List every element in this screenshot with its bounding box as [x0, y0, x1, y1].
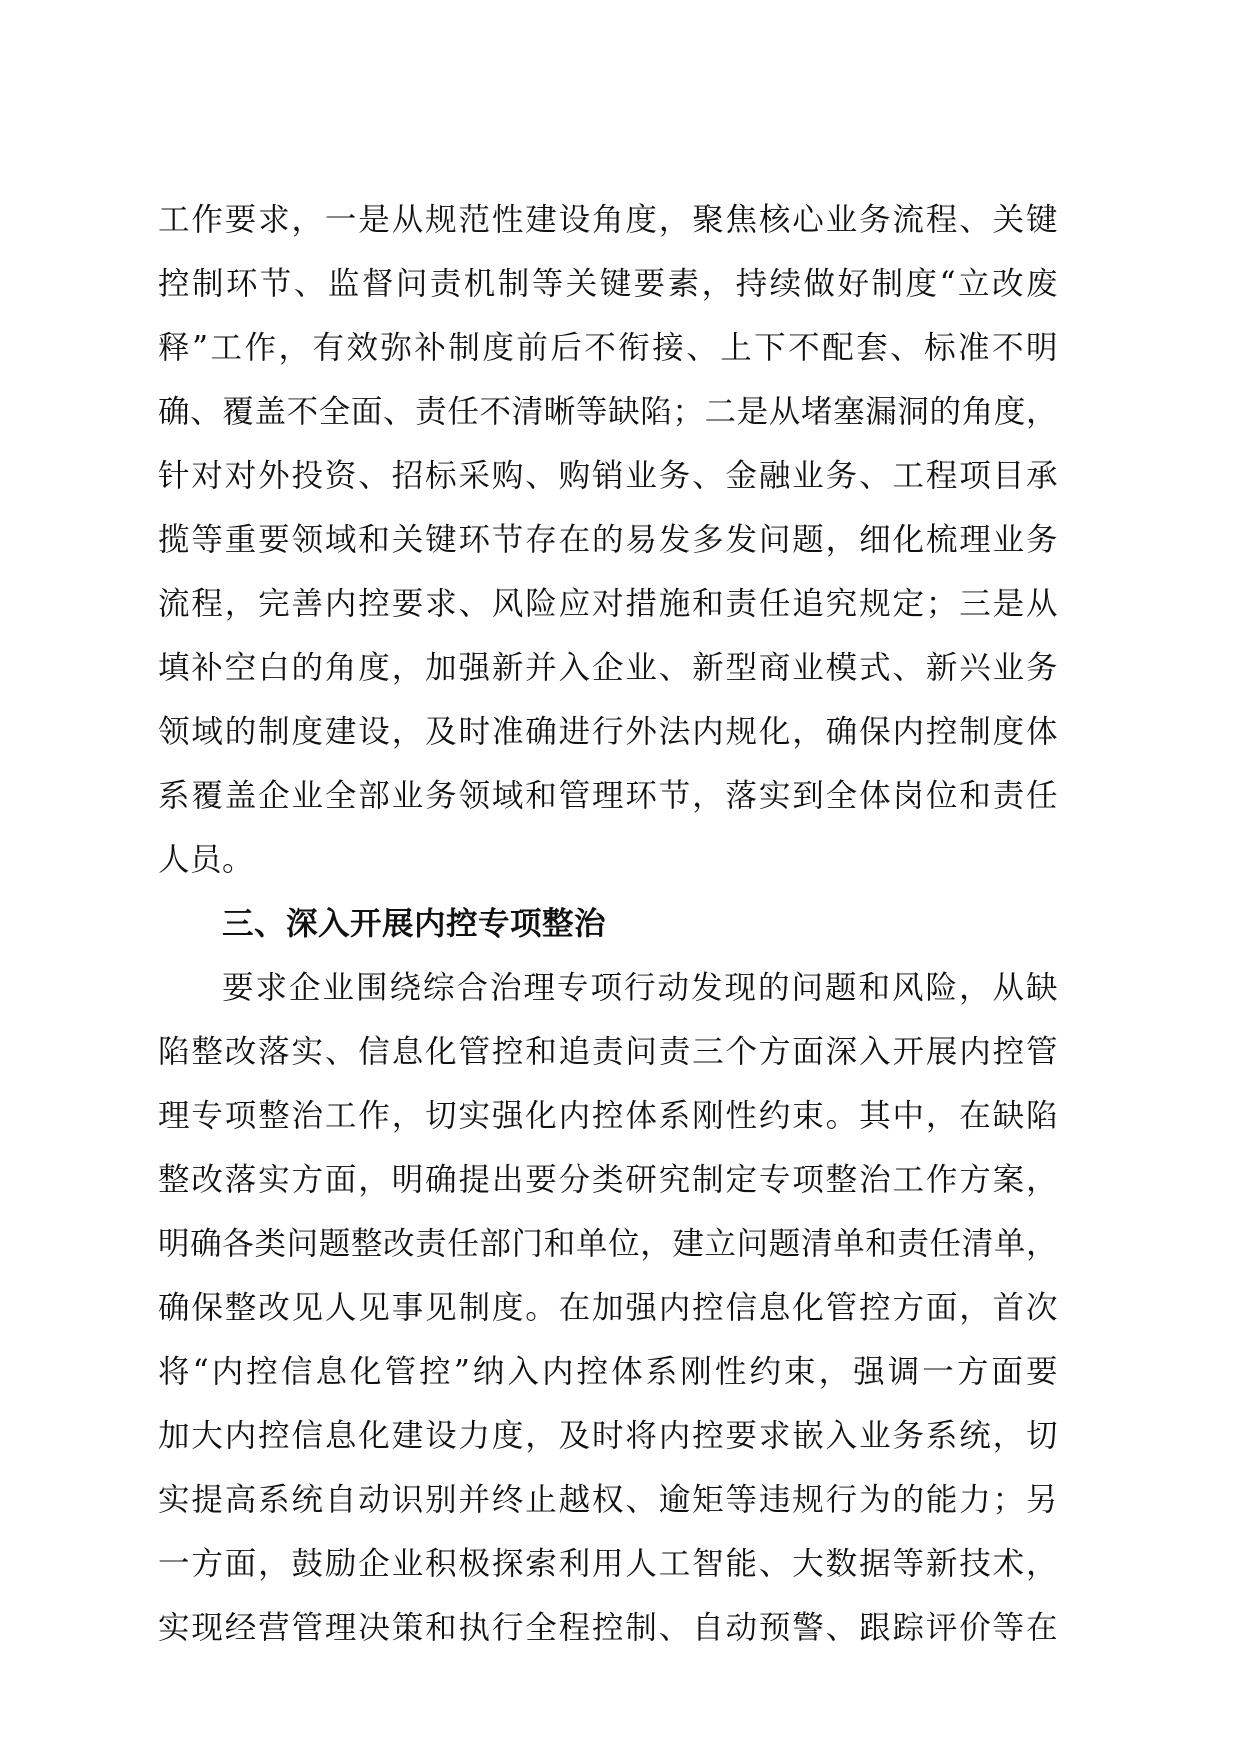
document-body — [158, 188, 1058, 1660]
paragraph-line: 明确各类问题整改责任部门和单位，建立问题清单和责任清单， — [158, 1226, 1058, 1262]
paragraph-line: 将“内控信息化管控”纳入内控体系刚性约束，强调一方面要 — [158, 1354, 1058, 1390]
paragraph-line: 理专项整治工作，切实强化内控体系刚性约束。其中，在缺陷 — [158, 1098, 1058, 1134]
paragraph-line: 填补空白的角度，加强新并入企业、新型商业模式、新兴业务 — [158, 650, 1058, 686]
paragraph-line: 针对对外投资、招标采购、购销业务、金融业务、工程项目承 — [158, 458, 1058, 494]
paragraph-line: 揽等重要领域和关键环节存在的易发多发问题，细化梳理业务 — [158, 522, 1058, 558]
section-heading: 三、深入开展内控专项整治 — [222, 906, 607, 942]
paragraph-line: 控制环节、监督问责机制等关键要素，持续做好制度“立改废 — [158, 266, 1058, 302]
paragraph-line: 整改落实方面，明确提出要分类研究制定专项整治工作方案， — [158, 1162, 1058, 1198]
paragraph-line: 实提高系统自动识别并终止越权、逾矩等违规行为的能力；另 — [158, 1482, 1058, 1518]
paragraph-line: 加大内控信息化建设力度，及时将内控要求嵌入业务系统，切 — [158, 1418, 1058, 1454]
paragraph-line: 系覆盖企业全部业务领域和管理环节，落实到全体岗位和责任 — [158, 778, 1058, 814]
paragraph-line: 释”工作，有效弥补制度前后不衔接、上下不配套、标准不明 — [158, 330, 1058, 366]
paragraph-line: 确、覆盖不全面、责任不清晰等缺陷；二是从堵塞漏洞的角度， — [158, 394, 1058, 430]
paragraph-line: 领域的制度建设，及时准确进行外法内规化，确保内控制度体 — [158, 714, 1058, 750]
paragraph-line: 陷整改落实、信息化管控和追责问责三个方面深入开展内控管 — [158, 1034, 1058, 1070]
paragraph-1 — [158, 188, 1058, 892]
paragraph-line: 一方面，鼓励企业积极探索利用人工智能、大数据等新技术， — [158, 1546, 1058, 1582]
paragraph-line: 实现经营管理决策和执行全程控制、自动预警、跟踪评价等在 — [158, 1610, 1058, 1646]
paragraph-line: 流程，完善内控要求、风险应对措施和责任追究规定；三是从 — [158, 586, 1058, 622]
paragraph-line: 工作要求，一是从规范性建设角度，聚焦核心业务流程、关键 — [158, 202, 1058, 238]
paragraph-2 — [158, 956, 1058, 1660]
paragraph-line: 要求企业围绕综合治理专项行动发现的问题和风险，从缺 — [222, 970, 1058, 1006]
paragraph-line: 确保整改见人见事见制度。在加强内控信息化管控方面，首次 — [158, 1290, 1058, 1326]
paragraph-line: 人员。 — [158, 842, 255, 878]
